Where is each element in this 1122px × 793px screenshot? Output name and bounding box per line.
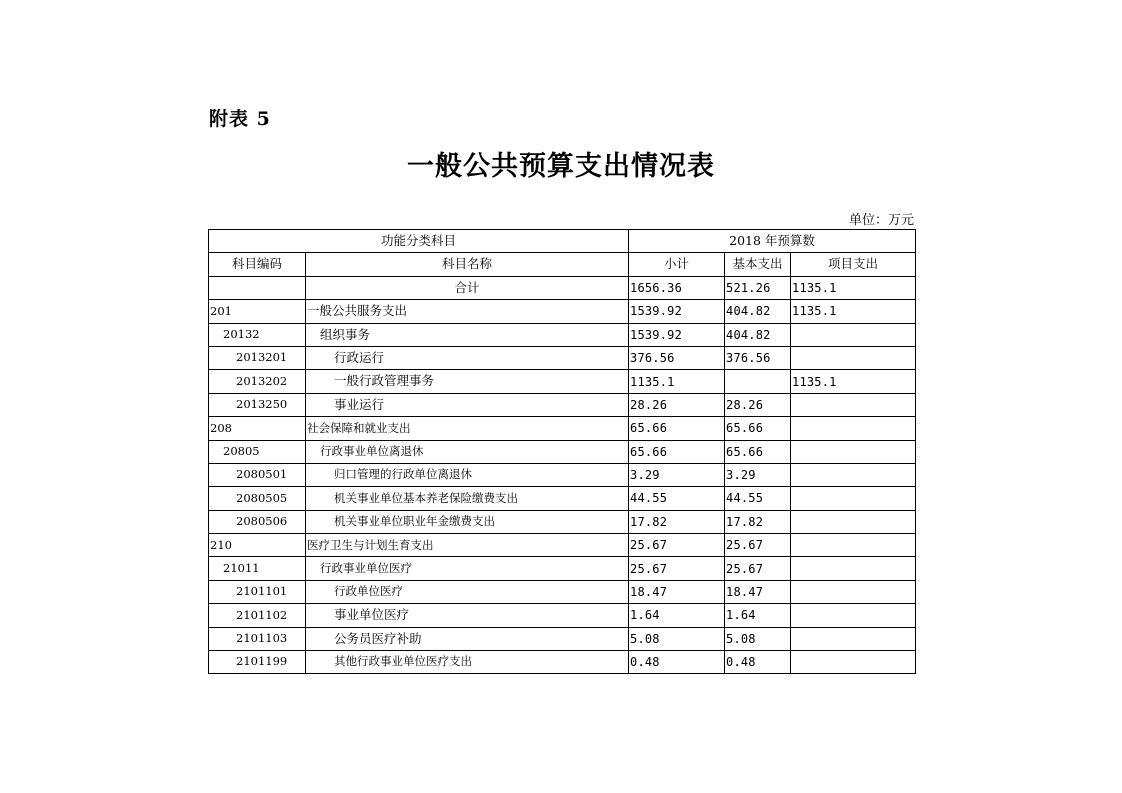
row-name: 公务员医疗补助 — [306, 627, 629, 650]
row-subtotal: 17.82 — [629, 510, 725, 533]
row-subtotal: 1539.92 — [629, 300, 725, 323]
table-row — [209, 463, 916, 486]
row-name: 社会保障和就业支出 — [306, 417, 629, 440]
row-basic: 25.67 — [725, 557, 791, 580]
row-project — [791, 604, 916, 627]
header-function-category: 功能分类科目 — [209, 230, 629, 253]
row-basic: 18.47 — [725, 580, 791, 603]
unit-note: 单位：万元 — [848, 213, 914, 228]
table-row — [209, 604, 916, 627]
row-subtotal: 1135.1 — [629, 370, 725, 393]
row-name: 一般公共服务支出 — [306, 300, 629, 323]
header-group-row — [209, 230, 916, 253]
row-name: 事业运行 — [306, 393, 629, 416]
row-code: 208 — [209, 417, 306, 440]
table-row — [209, 534, 916, 557]
row-basic: 44.55 — [725, 487, 791, 510]
table-row — [209, 346, 916, 369]
row-basic: 0.48 — [725, 651, 791, 674]
total-code-cell — [209, 276, 306, 299]
row-project — [791, 580, 916, 603]
row-name: 行政单位医疗 — [306, 580, 629, 603]
row-project — [791, 393, 916, 416]
row-code: 20132 — [209, 323, 306, 346]
row-project — [791, 651, 916, 674]
table-row — [209, 651, 916, 674]
row-name: 一般行政管理事务 — [306, 370, 629, 393]
row-basic: 404.82 — [725, 300, 791, 323]
row-project: 1135.1 — [791, 300, 916, 323]
row-subtotal: 65.66 — [629, 440, 725, 463]
row-name: 组织事务 — [306, 323, 629, 346]
row-code: 2080505 — [209, 487, 306, 510]
row-name: 医疗卫生与计划生育支出 — [306, 534, 629, 557]
row-project: 1135.1 — [791, 370, 916, 393]
row-project — [791, 534, 916, 557]
table-row — [209, 370, 916, 393]
row-project — [791, 323, 916, 346]
budget-table — [208, 229, 916, 674]
table-row — [209, 627, 916, 650]
row-basic: 1.64 — [725, 604, 791, 627]
attachment-label: 附表 5 — [209, 108, 271, 130]
page-title: 一般公共预算支出情况表 — [407, 151, 715, 182]
row-subtotal: 1.64 — [629, 604, 725, 627]
row-basic: 3.29 — [725, 463, 791, 486]
table-row — [209, 440, 916, 463]
row-name: 行政运行 — [306, 346, 629, 369]
row-name: 事业单位医疗 — [306, 604, 629, 627]
table-row — [209, 580, 916, 603]
row-name: 行政事业单位离退休 — [306, 440, 629, 463]
row-basic: 404.82 — [725, 323, 791, 346]
row-subtotal: 0.48 — [629, 651, 725, 674]
table-row — [209, 417, 916, 440]
row-subtotal: 1539.92 — [629, 323, 725, 346]
row-basic: 25.67 — [725, 534, 791, 557]
row-project — [791, 510, 916, 533]
row-basic: 17.82 — [725, 510, 791, 533]
row-code: 20805 — [209, 440, 306, 463]
row-basic: 376.56 — [725, 346, 791, 369]
row-project — [791, 487, 916, 510]
row-code: 2101103 — [209, 627, 306, 650]
row-project — [791, 417, 916, 440]
row-name: 行政事业单位医疗 — [306, 557, 629, 580]
row-code: 210 — [209, 534, 306, 557]
row-basic: 65.66 — [725, 417, 791, 440]
row-project — [791, 557, 916, 580]
table-row — [209, 557, 916, 580]
row-basic: 65.66 — [725, 440, 791, 463]
header-column-row — [209, 253, 916, 276]
header-name: 科目名称 — [306, 253, 629, 276]
total-row — [209, 276, 916, 299]
table-row — [209, 510, 916, 533]
header-code: 科目编码 — [209, 253, 306, 276]
table-row — [209, 393, 916, 416]
row-name: 机关事业单位职业年金缴费支出 — [306, 510, 629, 533]
row-name: 机关事业单位基本养老保险缴费支出 — [306, 487, 629, 510]
row-basic: 5.08 — [725, 627, 791, 650]
header-subtotal: 小计 — [629, 253, 725, 276]
row-code: 2013250 — [209, 393, 306, 416]
row-subtotal: 376.56 — [629, 346, 725, 369]
row-name: 其他行政事业单位医疗支出 — [306, 651, 629, 674]
header-project: 项目支出 — [791, 253, 916, 276]
row-subtotal: 3.29 — [629, 463, 725, 486]
row-code: 201 — [209, 300, 306, 323]
row-subtotal: 28.26 — [629, 393, 725, 416]
row-code: 2080501 — [209, 463, 306, 486]
row-subtotal: 65.66 — [629, 417, 725, 440]
row-code: 21011 — [209, 557, 306, 580]
total-label: 合计 — [306, 276, 629, 299]
row-subtotal: 5.08 — [629, 627, 725, 650]
header-basic: 基本支出 — [725, 253, 791, 276]
row-code: 2013201 — [209, 346, 306, 369]
row-subtotal: 18.47 — [629, 580, 725, 603]
row-subtotal: 25.67 — [629, 557, 725, 580]
row-basic — [725, 370, 791, 393]
row-project — [791, 627, 916, 650]
total-project: 1135.1 — [791, 276, 916, 299]
row-code: 2101199 — [209, 651, 306, 674]
row-project — [791, 440, 916, 463]
total-subtotal: 1656.36 — [629, 276, 725, 299]
row-basic: 28.26 — [725, 393, 791, 416]
row-name: 归口管理的行政单位离退休 — [306, 463, 629, 486]
row-code: 2080506 — [209, 510, 306, 533]
row-project — [791, 463, 916, 486]
row-project — [791, 346, 916, 369]
table-row — [209, 487, 916, 510]
row-code: 2013202 — [209, 370, 306, 393]
total-basic: 521.26 — [725, 276, 791, 299]
row-subtotal: 25.67 — [629, 534, 725, 557]
table-row — [209, 300, 916, 323]
row-subtotal: 44.55 — [629, 487, 725, 510]
header-budget-year: 2018 年预算数 — [629, 230, 916, 253]
row-code: 2101102 — [209, 604, 306, 627]
table-row — [209, 323, 916, 346]
row-code: 2101101 — [209, 580, 306, 603]
